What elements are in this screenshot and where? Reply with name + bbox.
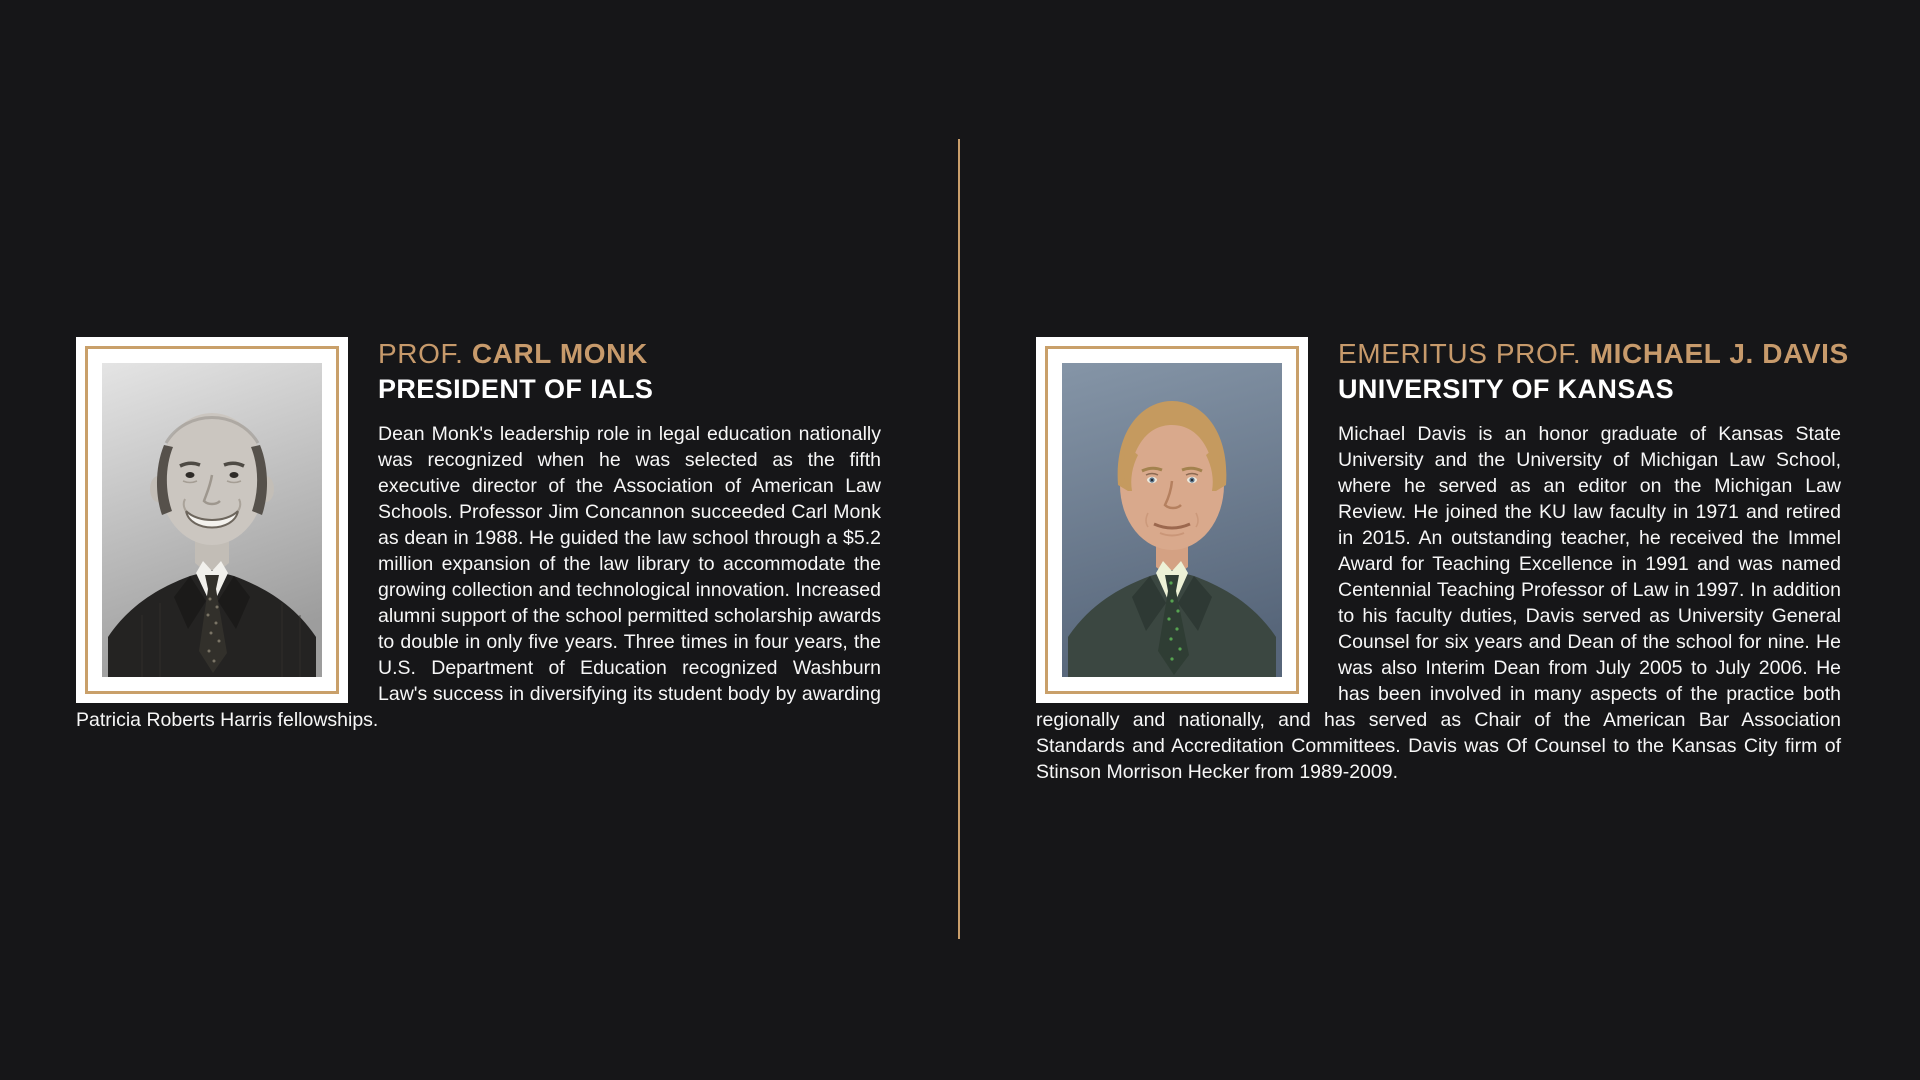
title-name: MICHAEL J. DAVIS (1589, 338, 1849, 369)
title-name: CARL MONK (471, 338, 648, 369)
profile-card-michael-davis (1036, 337, 1849, 785)
portrait-photo-carl-monk (102, 363, 322, 677)
title-prefix: EMERITUS PROF. (1338, 338, 1590, 369)
portrait-frame (1036, 337, 1308, 703)
profile-card-carl-monk (76, 337, 881, 733)
profile-bio: Michael Davis is an honor graduate of Kansas State University and the University of Michigan Law School, where he served as an editor on the Michigan Law Review. He joined the KU law faculty in 1971 and retired in 2015. An outstanding teacher, he received the Immel Award for Teaching Excellence in 1991 and was named Centennial Teaching Professor of Law in 1997. In addition to his faculty duties, Davis served as University General Counsel for six years and Dean of the school for nine. He was also Interim Dean from July 2005 to July 2006. He has been involved in many aspects of the practice both regionally and nationally, and has served as Chair of the American Bar Association Standards and Accreditation Committees. Davis was Of Counsel to the Kansas City firm of Stinson Morrison Hecker from 1989-2009. (1036, 423, 1841, 783)
portrait-frame (76, 337, 348, 703)
profile-bio: Dean Monk's leadership role in legal education nationally was recognized when he was selected as the fifth executive director of the Association of American Law Schools. Professor Jim Concannon succeeded Carl Monk as dean in 1988. He guided the law school through a $5.2 million expansion of the law library to accommodate the growing collection and technological innovation. Increased alumni support of the school permitted scholarship awards to double in only five years. Three times in four years, the U.S. Department of Education recognized Washburn Law's success in diversifying its student body by awarding Patricia Roberts Harris fellowships. (76, 423, 881, 731)
profile-subtitle: UNIVERSITY OF KANSAS (1338, 374, 1675, 404)
divider-line (958, 139, 960, 939)
portrait-photo-michael-davis (1062, 363, 1282, 677)
profile-subtitle: PRESIDENT OF IALS (378, 374, 654, 404)
title-prefix: PROF. (378, 338, 472, 369)
